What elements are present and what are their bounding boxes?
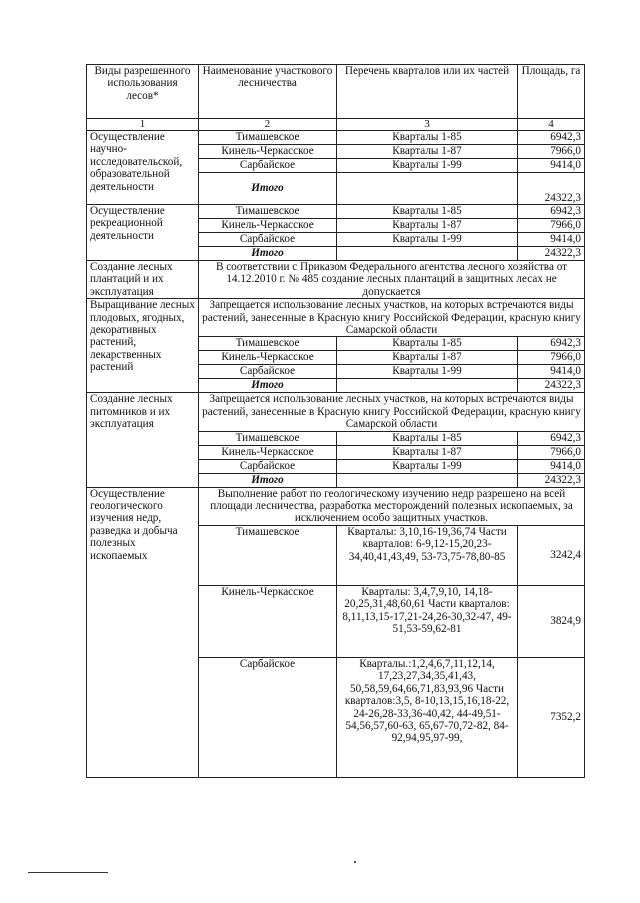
empty-cell	[337, 173, 518, 205]
area-cell: 9414,0	[518, 159, 585, 173]
quarters-cell: Кварталы 1-85	[337, 337, 518, 351]
forestry-cell: Сарбайское	[199, 233, 337, 247]
table-row	[87, 393, 585, 431]
note-cell: В соответствии с Приказом Федерального агентства лесного хозяйства от 14.12.2010 г. № 485 создание лесных плантаций в защитных лесах не допускается	[199, 261, 585, 299]
quarters-cell: Кварталы: 3,10,16-19,36,74 Части кварталов: 6-9,12-15,20,23-34,40,41,43,49, 53-73,75-78,80-85	[337, 525, 518, 585]
total-label: Итого	[199, 173, 337, 205]
quarters-cell: Кварталы 1-85	[337, 131, 518, 145]
table-row	[87, 487, 585, 525]
footnote-divider	[28, 872, 108, 873]
forest-use-table	[86, 64, 585, 778]
quarters-cell: Кварталы 1-87	[337, 219, 518, 233]
area-cell: 7352,2	[518, 657, 585, 777]
area-cell: 9414,0	[518, 233, 585, 247]
forestry-cell: Кинель-Черкасское	[199, 145, 337, 159]
forestry-cell: Тимашевское	[199, 337, 337, 351]
total-label: Итого	[199, 379, 337, 393]
table-row	[87, 131, 585, 145]
forestry-cell: Тимашевское	[199, 525, 337, 585]
col-number: 3	[337, 119, 518, 131]
quarters-cell: Кварталы: 3,4,7,9,10, 14,18-20,25,31,48,60,61 Части кварталов: 8,11,13,15-17,21-24,26-30,32-47, 49-51,53-59,62-81	[337, 585, 518, 657]
use-type-cell: Создание лесных питомников и их эксплуатация	[87, 393, 199, 487]
use-type-cell: Создание лесных плантаций и их эксплуатация	[87, 261, 199, 299]
note-cell: Запрещается использование лесных участков, на которых встречаются виды растений, занесенные в Красную книгу Российской Федерации, красную книгу Самарской области	[199, 299, 585, 337]
col-number: 4	[518, 119, 585, 131]
total-value: 24322,3	[518, 173, 585, 205]
area-cell: 3824,9	[518, 585, 585, 657]
total-value: 24322,3	[518, 247, 585, 261]
area-cell: 7966,0	[518, 145, 585, 159]
total-label: Итого	[199, 473, 337, 487]
area-cell: 7966,0	[518, 219, 585, 233]
area-cell: 6942,3	[518, 431, 585, 445]
quarters-cell: Кварталы 1-87	[337, 351, 518, 365]
quarters-cell: Кварталы 1-99	[337, 459, 518, 473]
forestry-cell: Сарбайское	[199, 159, 337, 173]
forestry-cell: Кинель-Черкасское	[199, 445, 337, 459]
area-cell: 6942,3	[518, 337, 585, 351]
area-cell: 6942,3	[518, 131, 585, 145]
header-use-type: Виды разрешенного использования лесов*	[87, 65, 199, 119]
quarters-cell: Кварталы 1-99	[337, 159, 518, 173]
note-cell: Выполнение работ по геологическому изучению недр разрешено на всей площади лесничества, разработка месторождений полезных ископаемых, за исключением особо защитных участков.	[199, 487, 585, 525]
quarters-cell: Кварталы.:1,2,4,6,7,11,12,14, 17,23,27,34,35,41,43, 50,58,59,64,66,71,83,93,96 Части кварталов:3,5, 8-10,13,15,16,18-22, 24-26,28-33,36-40,42, 44-49,51-54,56,57,60-63, 65,67-70,72-82, 84-92,94,95,97-99,	[337, 657, 518, 777]
area-cell: 9414,0	[518, 459, 585, 473]
total-value: 24322,3	[518, 473, 585, 487]
use-type-cell: Осуществление научно-исследовательской, образовательной деятельности	[87, 131, 199, 205]
forestry-cell: Сарбайское	[199, 365, 337, 379]
forestry-cell: Тимашевское	[199, 131, 337, 145]
header-row	[87, 65, 585, 119]
use-type-cell: Выращивание лесных плодовых, ягодных, декоративных растений, лекарственных растений	[87, 299, 199, 393]
header-area: Площадь, га	[518, 65, 585, 119]
col-number: 1	[87, 119, 199, 131]
empty-cell	[337, 379, 518, 393]
table-row	[87, 205, 585, 219]
quarters-cell: Кварталы 1-99	[337, 233, 518, 247]
total-value: 24322,3	[518, 379, 585, 393]
col-number: 2	[199, 119, 337, 131]
use-type-cell: Осуществление рекреационной деятельности	[87, 205, 199, 261]
forestry-cell: Тимашевское	[199, 205, 337, 219]
table-row	[87, 261, 585, 299]
forestry-cell: Тимашевское	[199, 431, 337, 445]
header-quarters: Перечень кварталов или их частей	[337, 65, 518, 119]
area-cell: 7966,0	[518, 445, 585, 459]
column-number-row	[87, 119, 585, 131]
quarters-cell: Кварталы 1-85	[337, 205, 518, 219]
area-cell: 3242,4	[518, 525, 585, 585]
forestry-cell: Сарбайское	[199, 657, 337, 777]
forestry-cell: Кинель-Черкасское	[199, 219, 337, 233]
area-cell: 6942,3	[518, 205, 585, 219]
quarters-cell: Кварталы 1-87	[337, 445, 518, 459]
area-cell: 9414,0	[518, 365, 585, 379]
forestry-cell: Кинель-Черкасское	[199, 585, 337, 657]
area-cell: 7966,0	[518, 351, 585, 365]
quarters-cell: Кварталы 1-85	[337, 431, 518, 445]
total-label: Итого	[199, 247, 337, 261]
header-forestry: Наименование участкового лесничества	[199, 65, 337, 119]
note-cell: Запрещается использование лесных участков, на которых встречаются виды растений, занесенные в Красную книгу Российской Федерации, красную книгу Самарской области	[199, 393, 585, 431]
empty-cell	[337, 473, 518, 487]
quarters-cell: Кварталы 1-99	[337, 365, 518, 379]
scan-speck	[354, 861, 356, 863]
table-row	[87, 299, 585, 337]
forestry-cell: Кинель-Черкасское	[199, 351, 337, 365]
quarters-cell: Кварталы 1-87	[337, 145, 518, 159]
forestry-cell: Сарбайское	[199, 459, 337, 473]
empty-cell	[337, 247, 518, 261]
use-type-cell: Осуществление геологического изучения недр, разведка и добыча полезных ископаемых	[87, 487, 199, 777]
